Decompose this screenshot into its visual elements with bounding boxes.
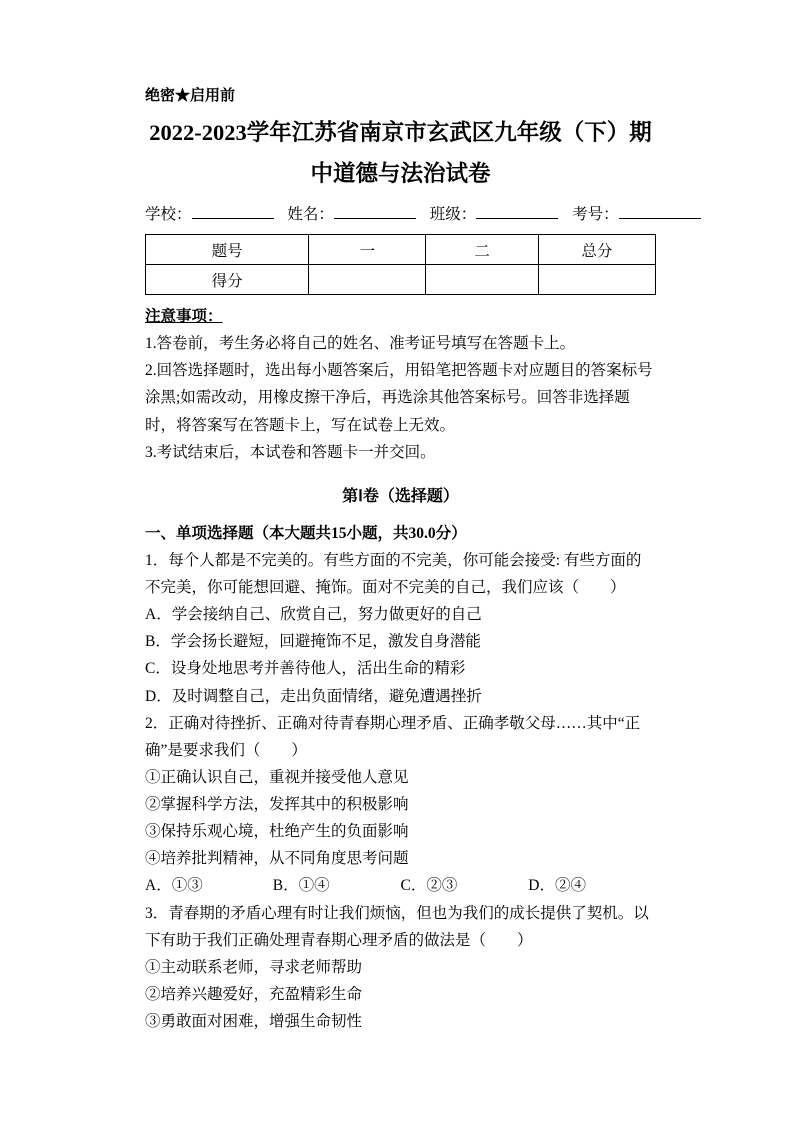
classification-label: 绝密★启用前 [145,88,236,104]
question-group-title: 一、单项选择题（本大题共15小题，共30.0分） [145,524,467,542]
score-empty-cell [426,265,538,295]
section-one-header-cell: 一 [309,235,426,265]
question-2-stem: 2．正确对待挫折、正确对待青春期心理矛盾、正确孝敬父母……其中“正确”是要求我们（ ） [145,714,641,759]
question-2-option-c: C．②③ [400,877,458,895]
question-2-statement-2: ②掌握科学方法，发挥其中的积极影响 [145,796,409,813]
note-item-1: 1.答卷前，考生务必将自己的姓名、准考证号填写在答题卡上。 [145,335,576,353]
notes-section [145,303,656,466]
question-2-option-d: D．②④ [528,877,586,895]
score-empty-cell [538,265,655,295]
score-table-score-row [146,265,656,295]
class-label: 班级： [429,206,477,223]
question-2-answer-choices-row [145,872,656,899]
class-field [430,206,559,223]
notes-title: 注意事项： [145,308,223,325]
school-label: 学校： [145,206,192,223]
school-field [145,206,274,223]
question-1-option-d: D．及时调整自己，走出负面情绪，避免遭遇挫折 [145,687,482,705]
note-item-3: 3.考试结束后，本试卷和答题卡一并交回。 [145,443,436,461]
question-3-statement-2: ②培养兴趣爱好，充盈精彩生命 [145,985,363,1003]
question-2-statement-1: ①正确认识自己，重视并接受他人意见 [145,768,409,786]
class-blank [476,216,558,219]
name-field [287,206,416,223]
school-blank [192,216,274,219]
question-2-option-b: B．①④ [272,877,330,895]
question-3 [145,900,656,1036]
question-2-statement-3: ③保持乐观心境，杜绝产生的负面影响 [145,823,409,841]
score-label-cell: 得分 [146,265,309,295]
exam-number-field [572,206,701,223]
question-1 [145,547,656,710]
note-item-2: 2.回答选择题时，选出每小题答案后，用铅笔把答题卡对应题目的答案标号涂黑;如需改动，用橡皮擦干净后，再选涂其他答案标号。回答非选择题时，将答案写在答题卡上，写在试卷上无效。 [145,362,653,434]
question-1-stem: 1．每个人都是不完美的。有些方面的不完美，你可能会接受: 有些方面的不完美，你可能想回避、掩饰。面对不完美的自己，我们应该（ ） [145,551,642,596]
question-3-statement-1: ①主动联系老师，寻求老师帮助 [145,958,363,976]
total-score-header-cell: 总分 [538,235,655,265]
section-two-header-cell: 二 [426,235,538,265]
question-2-statement-4: ④培养批判精神，从不同角度思考问题 [145,850,409,868]
question-2 [145,710,656,900]
question-1-option-b: B．学会扬长避短，回避掩饰不足，激发自身潜能 [145,633,481,651]
question-1-option-c: C．设身处地思考并善待他人，活出生命的精彩 [145,660,466,678]
exam-number-label: 考号： [572,206,619,223]
question-3-stem: 3．青春期的矛盾心理有时让我们烦恼，但也为我们的成长提供了契机。以下有助于我们正确处理青春期心理矛盾的做法是（ ） [145,904,649,949]
name-label: 姓名： [287,206,334,223]
question-number-header-cell: 题号 [146,235,309,265]
question-3-statement-3: ③勇敢面对困难，增强生命韧性 [145,1013,363,1030]
question-2-option-a: A．①③ [145,877,203,895]
score-empty-cell [309,265,426,295]
student-info-line [145,202,656,224]
exam-number-blank [619,216,701,219]
name-blank [334,216,416,219]
exam-title: 2022-2023学年江苏省南京市玄武区九年级（下）期中道德与法治试卷 [149,120,652,186]
section-title: 第Ⅰ卷（选择题） [342,487,459,505]
question-1-option-a: A．学会接纳自己、欣赏自己，努力做更好的自己 [145,606,482,624]
score-table-header-row [146,235,656,265]
score-table [145,234,656,295]
